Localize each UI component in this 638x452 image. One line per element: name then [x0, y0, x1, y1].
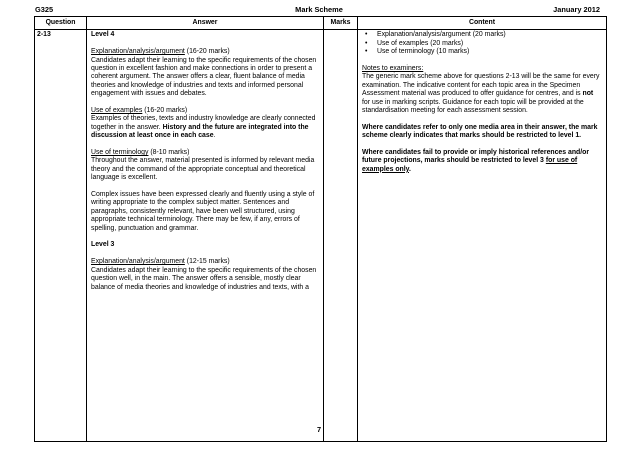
historical-references-note [362, 149, 602, 174]
level3-title: Level 3 [91, 241, 115, 249]
level4-terminology [91, 149, 319, 183]
level4-examples [91, 107, 319, 141]
level4-title: Level 4 [91, 31, 115, 39]
notes-to-examiners [362, 65, 602, 115]
content-bullet-list [362, 31, 602, 56]
mark-scheme-table [34, 16, 607, 442]
level4-explanation [91, 48, 319, 98]
marks-cell [324, 30, 358, 442]
level3-explanation [91, 258, 319, 292]
notes-text-1: The generic mark scheme above for questions 2-13 will be the same for every examination. The indicative content for each topic area in the Specimen Assessment material was produced to offer guidance for centres, and is [362, 73, 600, 98]
content-cell [358, 30, 607, 442]
term-marks: (8-10 marks) [148, 149, 190, 157]
ex-heading: Use of examples [91, 107, 143, 115]
fail-text: Where candidates fail to provide or imply historical references and/or future projections, marks should be restricted to level 3 [362, 149, 590, 165]
list-item: • Use of examples (20 marks) [362, 40, 602, 48]
l3-ea-text: Candidates adapt their learning to the specific requirements of the chosen question well, in the main. The answer offers a sensible, mostly clear balance of media theories and knowledge of industries and texts, with a [91, 266, 317, 291]
term-text: Throughout the answer, material presented is informed by relevant media theory and the command of the appropriate conceptual and theoretical language is excellent. [91, 157, 315, 182]
ex-marks: (16-20 marks) [142, 107, 188, 115]
ex-end: . [213, 132, 216, 140]
list-item: • Explanation/analysis/argument (20 marks) [362, 31, 602, 39]
header-code: G325 [35, 5, 54, 14]
level4-complex-issues: Complex issues have been expressed clearly and fluently using a style of writing appropriate to the complex subject matter. Sentences and paragraphs, consistently relevant, have been well structured, using appropriate technical terminology. There may be few, if any, errors of spelling, punctuation and grammar. [91, 191, 315, 232]
ex-text: Examples of theories, texts and industry knowledge are clearly connected together in the answer. [91, 115, 316, 131]
notes-heading: Notes to examiners: [362, 65, 424, 73]
ea-text: Candidates adapt their learning to the specific requirements of the chosen question in excellent fashion and make connections in order to present a coherent argument. The answer offers a clear, fluent balance of media theories and knowledge of industries and texts and informed personal engagement with issues and debates. [91, 56, 317, 98]
table-header-row [35, 17, 607, 30]
l3-ea-heading: Explanation/analysis/argument [91, 258, 185, 266]
ex-bold-text: History and the future are integrated into the discussion at least once in each case [91, 123, 309, 140]
list-item: • Use of terminology (10 marks) [362, 48, 602, 56]
fail-underline: for use of examples only [362, 157, 578, 173]
page-number: 7 [316, 425, 322, 434]
ea-heading: Explanation/analysis/argument [91, 48, 185, 56]
notes-text-2: for use in marking scripts. Guidance for each topic will be provided at the standardisation meeting for each assessment session. [362, 98, 584, 115]
question-number: 2-13 [35, 30, 87, 442]
ea-marks: (16-20 marks) [184, 48, 230, 56]
column-header-marks: Marks [324, 17, 358, 30]
term-heading: Use of terminology [91, 149, 149, 157]
one-media-area-note: Where candidates refer to only one media area in their answer, the mark scheme clearly indicates that marks should be restricted to level 1. [362, 123, 598, 140]
column-header-answer: Answer [87, 17, 324, 30]
header-title: Mark Scheme [295, 5, 343, 14]
notes-not: not [582, 90, 594, 98]
column-header-question: Question [35, 17, 87, 30]
column-header-content: Content [358, 17, 607, 30]
header-date: January 2012 [553, 5, 600, 14]
answer-cell [87, 30, 324, 442]
fail-end: . [408, 165, 411, 173]
l3-ea-marks: (12-15 marks) [184, 258, 230, 266]
table-row [35, 30, 607, 442]
